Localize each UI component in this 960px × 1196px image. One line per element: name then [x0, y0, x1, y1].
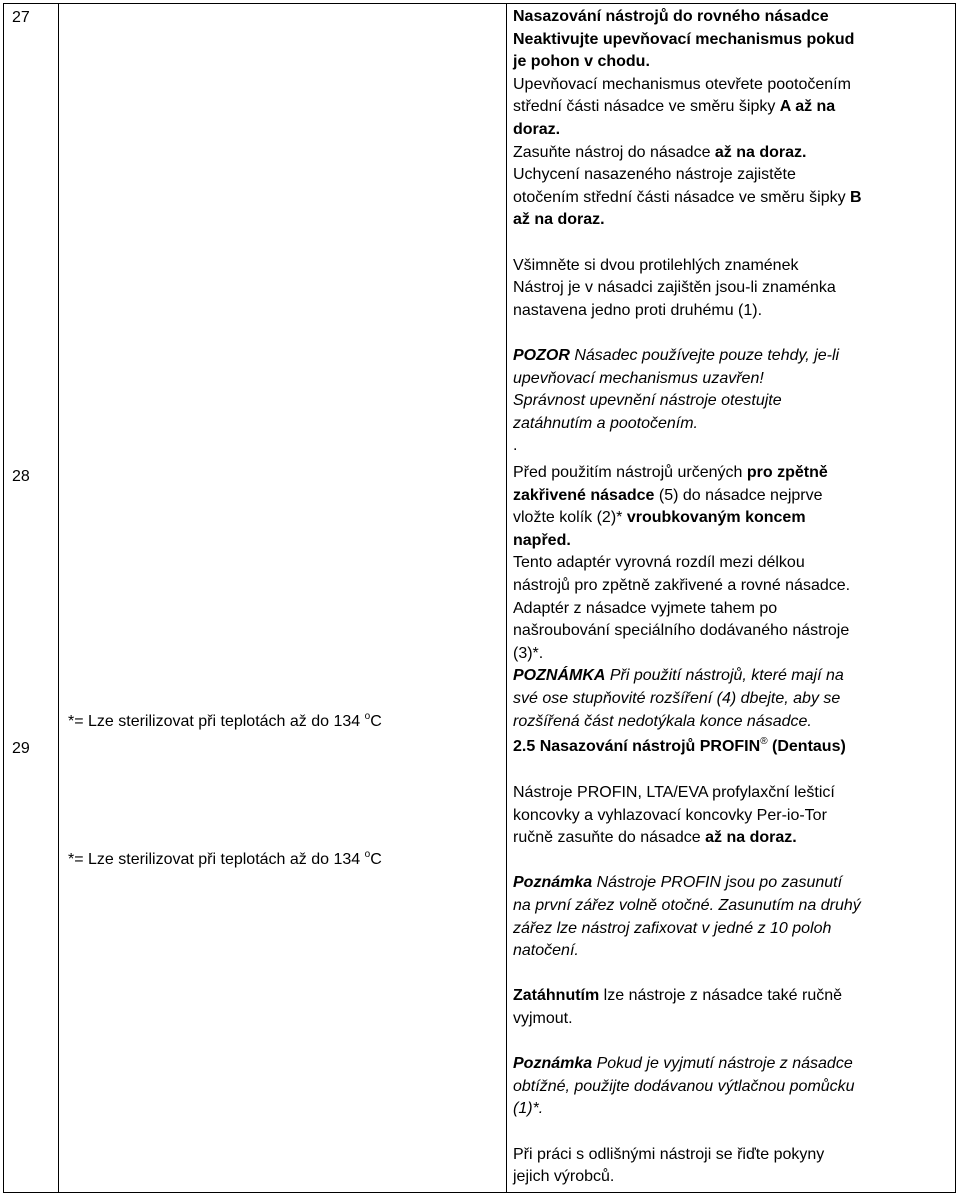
- text-run: Nástroje PROFIN, LTA/EVA profylaxční lešticí: [513, 784, 835, 801]
- text-line: [513, 300, 862, 323]
- text-run: zakřivené násadce: [513, 486, 655, 504]
- sterilization-note: [68, 713, 382, 731]
- text-run: nastavena jedno proti druhému (1).: [513, 301, 763, 319]
- text-line: [513, 29, 862, 52]
- text-line: [513, 918, 861, 941]
- text-line: [513, 485, 850, 508]
- text-line: [513, 74, 862, 97]
- text-line: [513, 1098, 861, 1121]
- text-run: natočení.: [513, 942, 579, 960]
- text-line: [513, 142, 862, 165]
- text-line: [513, 598, 850, 621]
- text-line: [513, 688, 850, 711]
- text-run: je pohon v chodu.: [513, 53, 650, 71]
- note-degree: o: [364, 849, 371, 860]
- text-line: [513, 1008, 861, 1031]
- text-run: Uchycení nasazeného nástroje zajistěte: [513, 166, 796, 184]
- text-run: našroubování speciálního dodávaného nástroje: [513, 622, 850, 640]
- text-run: B: [850, 188, 862, 206]
- text-run: jejich výrobců.: [513, 1168, 615, 1186]
- registered-mark: ®: [760, 736, 768, 747]
- text-run: Nasazování nástrojů do rovného násadce: [513, 8, 829, 25]
- text-line: [513, 345, 862, 368]
- text-run: Násadec používejte pouze tehdy, je-li: [569, 346, 840, 364]
- text-line: [513, 413, 862, 436]
- text-run: rozšířená část nedotýkala konce násadce.: [513, 712, 812, 730]
- section-title-suffix: (Dentaus): [767, 738, 846, 755]
- text-run: Nástroj je v násadci zajištěn jsou-li znaménka: [513, 279, 836, 297]
- text-run: Nástroje PROFIN jsou po zasunutí: [592, 874, 843, 892]
- section-title-text: 2.5 Nasazování nástrojů PROFIN: [513, 738, 761, 755]
- text-run: Všimněte si dvou protilehlých znamének: [513, 256, 799, 274]
- text-line: [513, 1053, 861, 1076]
- row-number: 27: [12, 9, 30, 26]
- text-run: až na doraz.: [705, 829, 797, 847]
- note-unit: C: [370, 851, 382, 868]
- table-rule-image-column: [506, 3, 507, 1193]
- text-line: [513, 51, 862, 74]
- text-line: [513, 209, 862, 232]
- text-line: [513, 277, 862, 300]
- text-run: své ose stupňovité rozšíření (4) dbejte, aby se: [513, 689, 841, 707]
- text-run: střední části násadce ve směru šipky: [513, 98, 780, 116]
- text-line: [513, 872, 861, 895]
- text-run: Při práci s odlišnými nástroji se řiďte pokyny: [513, 1145, 825, 1163]
- text-line: [513, 575, 850, 598]
- text-line: [513, 850, 861, 873]
- text-line: [513, 1121, 861, 1144]
- row-28-text: [513, 462, 850, 733]
- text-line: [513, 435, 862, 458]
- text-run: obtížné, použijte dodávanou výtlačnou pomůcku: [513, 1077, 855, 1095]
- text-run: Tento adaptér vyrovná rozdíl mezi délkou: [513, 554, 805, 572]
- text-line: [513, 1166, 861, 1189]
- text-line: [513, 895, 861, 918]
- row-27-text: [513, 6, 862, 458]
- text-run: až na doraz.: [714, 143, 807, 161]
- text-run: vyjmout.: [513, 1009, 573, 1027]
- table-rule-number-column: [58, 3, 59, 1193]
- text-run: nástrojů pro zpětně zakřivené a rovné násadce.: [513, 576, 851, 594]
- text-line: [513, 985, 861, 1008]
- text-line: [513, 187, 862, 210]
- text-run: Poznámka: [513, 1055, 593, 1073]
- text-run: (1)*.: [513, 1100, 544, 1118]
- text-line: [513, 96, 862, 119]
- row-29-text: [513, 782, 861, 1189]
- text-line: [513, 507, 850, 530]
- text-run: až na doraz.: [513, 211, 605, 229]
- text-line: [513, 119, 862, 142]
- text-line: [513, 390, 862, 413]
- text-run: napřed.: [513, 531, 571, 549]
- text-run: na první zářez volně otočné. Zasunutím na druhý: [513, 896, 861, 914]
- text-line: [513, 963, 861, 986]
- sterilization-note: [68, 851, 382, 869]
- text-run: zatáhnutím a pootočením.: [513, 414, 698, 432]
- text-run: A až na: [779, 98, 836, 116]
- text-run: Zatáhnutím: [513, 987, 600, 1005]
- text-line: [513, 232, 862, 255]
- note-degree: o: [364, 711, 371, 722]
- row-number: 29: [12, 740, 30, 757]
- text-line: [513, 322, 862, 345]
- text-run: Před použitím nástrojů určených: [513, 464, 747, 481]
- text-run: Zasuňte nástroj do násadce: [513, 143, 715, 161]
- note-text: *= Lze sterilizovat při teplotách až do 134: [68, 851, 365, 868]
- text-run: doraz.: [513, 120, 561, 138]
- text-line: [513, 940, 861, 963]
- text-run: Při použití nástrojů, které mají na: [605, 667, 844, 685]
- text-run: zářez lze nástroj zafixovat v jedné z 10 poloh: [513, 919, 832, 937]
- text-run: pro zpětně: [746, 464, 828, 481]
- text-line: [513, 827, 861, 850]
- text-run: lze nástroje z násadce také ručně: [599, 987, 843, 1005]
- text-run: POZNÁMKA: [513, 667, 606, 685]
- text-line: [513, 1031, 861, 1054]
- text-line: [513, 530, 850, 553]
- text-run: POZOR: [513, 346, 570, 364]
- text-run: vložte kolík (2)*: [513, 509, 627, 527]
- text-run: Poznámka: [513, 874, 593, 892]
- text-run: ručně zasuňte do násadce: [513, 829, 706, 847]
- text-run: Adaptér z násadce vyjmete tahem po: [513, 599, 778, 617]
- text-run: otočením střední části násadce ve směru šipky: [513, 188, 851, 206]
- text-line: [513, 1076, 861, 1099]
- text-line: [513, 620, 850, 643]
- text-run: Upevňovací mechanismus otevřete pootočením: [513, 75, 851, 93]
- text-run: vroubkovaným koncem: [626, 509, 806, 527]
- text-line: [513, 782, 861, 805]
- text-line: [513, 711, 850, 734]
- note-text: *= Lze sterilizovat při teplotách až do 134: [68, 713, 365, 730]
- row-number: 28: [12, 468, 30, 485]
- text-line: [513, 6, 862, 29]
- text-line: [513, 665, 850, 688]
- text-run: Neaktivujte upevňovací mechanismus pokud: [513, 30, 855, 48]
- text-run: upevňovací mechanismus uzavřen!: [513, 369, 764, 387]
- text-run: .: [513, 437, 518, 455]
- text-line: [513, 164, 862, 187]
- text-line: [513, 805, 861, 828]
- text-run: Správnost upevnění nástroje otestujte: [513, 392, 782, 410]
- text-line: [513, 1144, 861, 1167]
- text-line: [513, 643, 850, 666]
- text-line: [513, 552, 850, 575]
- note-unit: C: [370, 713, 382, 730]
- text-line: [513, 255, 862, 278]
- section-title: [513, 738, 846, 756]
- text-run: Pokud je vyjmutí nástroje z násadce: [592, 1055, 853, 1073]
- text-run: (3)*.: [513, 644, 544, 662]
- text-line: [513, 368, 862, 391]
- text-line: [513, 462, 850, 485]
- text-run: koncovky a vyhlazovací koncovky Per-io-Tor: [513, 806, 827, 824]
- text-run: (5) do násadce nejprve: [654, 486, 823, 504]
